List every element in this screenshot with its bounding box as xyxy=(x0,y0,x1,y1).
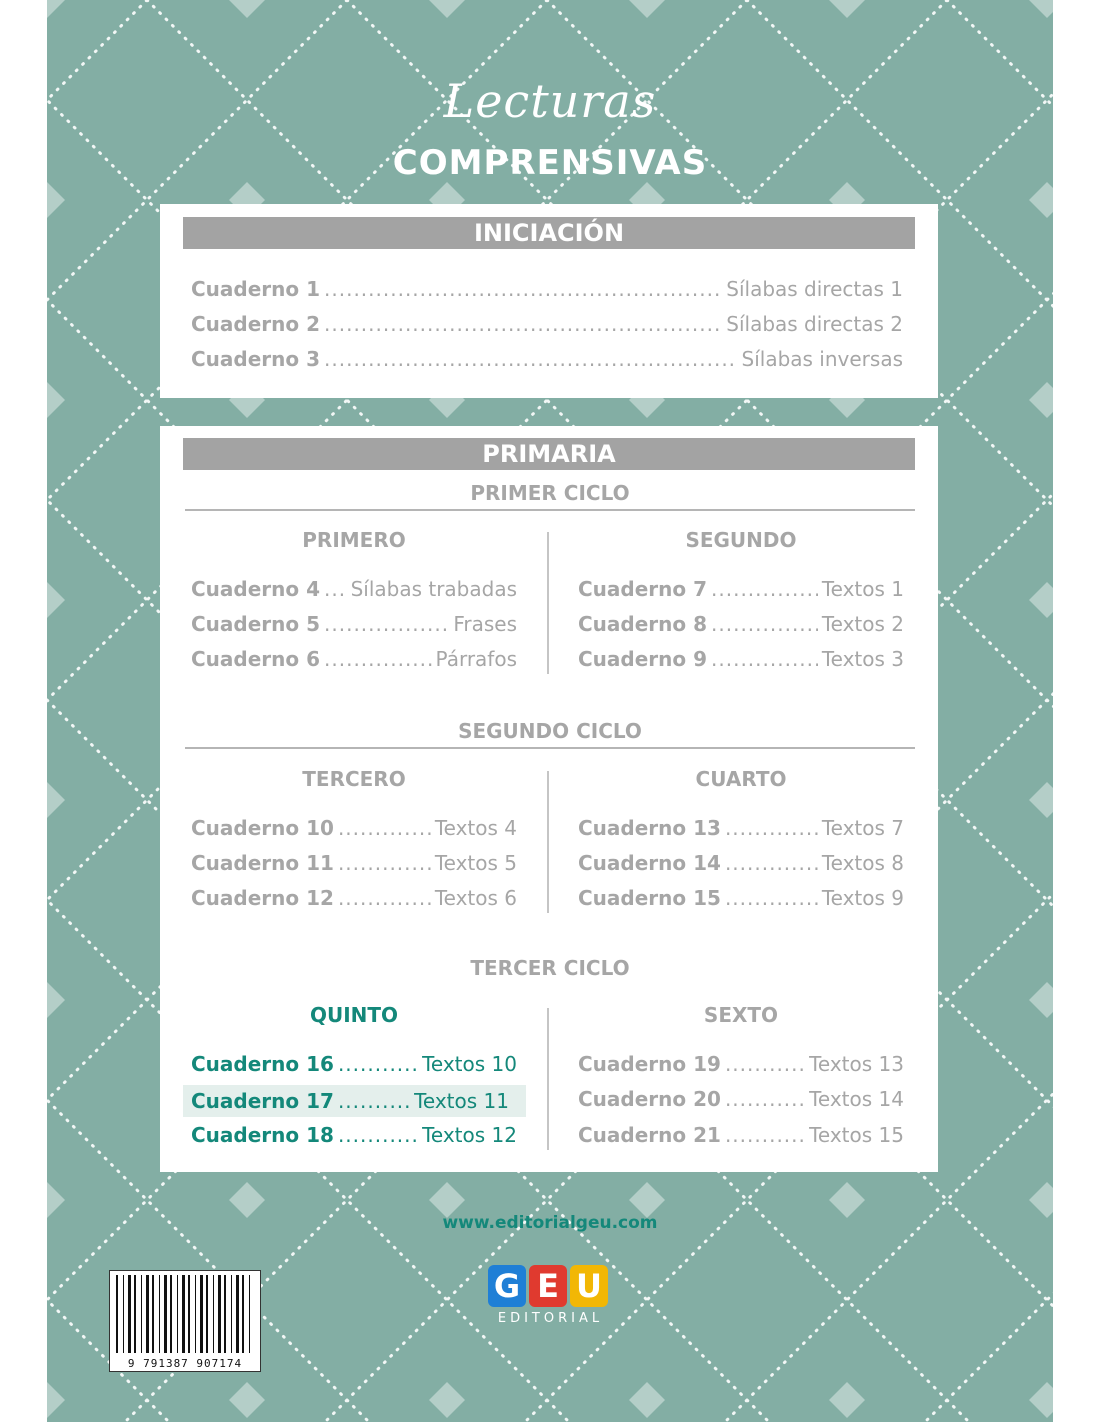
notebook-label: Cuaderno 14 xyxy=(578,851,721,875)
notebook-label: Cuaderno 12 xyxy=(191,886,334,910)
course-title: PRIMERO xyxy=(302,528,406,552)
notebook-label: Cuaderno 8 xyxy=(578,612,708,636)
notebook-row xyxy=(191,1121,517,1149)
iniciacion-heading: INICIACIÓN xyxy=(183,217,915,249)
notebook-content: Sílabas trabadas xyxy=(350,577,517,601)
back-cover xyxy=(47,0,1053,1422)
notebook-label: Cuaderno 6 xyxy=(191,647,321,671)
notebook-label: Cuaderno 20 xyxy=(578,1087,721,1111)
column-divider xyxy=(547,1008,549,1150)
notebook-content: Sílabas directas 1 xyxy=(726,277,903,301)
logo-letter: E xyxy=(529,1265,567,1307)
notebook-content: Textos 10 xyxy=(422,1052,517,1076)
isbn-number: 9 791387 907174 xyxy=(127,1357,243,1370)
notebook-label: Cuaderno 3 xyxy=(191,347,321,371)
notebook-content: Sílabas directas 2 xyxy=(726,312,903,336)
notebook-content: Textos 2 xyxy=(821,612,904,636)
cycle-divider xyxy=(185,509,915,511)
notebook-content: Textos 13 xyxy=(809,1052,904,1076)
notebook-label: Cuaderno 2 xyxy=(191,312,321,336)
logo-letter: U xyxy=(570,1265,608,1307)
notebook-row xyxy=(191,814,517,842)
notebook-content: Textos 14 xyxy=(809,1087,904,1111)
notebook-row xyxy=(578,645,904,673)
notebook-row xyxy=(191,645,517,673)
course-title: CUARTO xyxy=(695,767,787,791)
notebook-content: Frases xyxy=(453,612,517,636)
logo-subtitle: EDITORIAL xyxy=(497,1311,604,1326)
barcode xyxy=(109,1270,261,1372)
notebook-label: Cuaderno 15 xyxy=(578,886,721,910)
cycle-divider xyxy=(185,747,915,749)
series-title-script: Lecturas xyxy=(443,74,657,128)
geu-logo xyxy=(488,1265,613,1326)
notebook-row xyxy=(578,884,904,912)
notebook-label: Cuaderno 18 xyxy=(191,1123,334,1147)
notebook-content: Párrafos xyxy=(435,647,517,671)
notebook-label: Cuaderno 19 xyxy=(578,1052,721,1076)
logo-letter: G xyxy=(488,1265,526,1307)
cycle-title: TERCER CICLO xyxy=(470,956,630,980)
notebook-row xyxy=(578,1085,904,1113)
publisher-website[interactable]: www.editorialgeu.com xyxy=(442,1213,658,1233)
notebook-row xyxy=(578,575,904,603)
notebook-label: Cuaderno 11 xyxy=(191,851,334,875)
primaria-panel xyxy=(160,426,938,1172)
notebook-row xyxy=(191,610,517,638)
notebook-content: Textos 11 xyxy=(414,1089,509,1113)
barcode-bars xyxy=(114,1275,256,1355)
notebook-label: Cuaderno 16 xyxy=(191,1052,334,1076)
notebook-label: Cuaderno 1 xyxy=(191,277,321,301)
iniciacion-row xyxy=(191,275,903,303)
notebook-row xyxy=(578,814,904,842)
notebook-row xyxy=(578,1121,904,1149)
course-title: QUINTO xyxy=(309,1003,399,1027)
notebook-content: Textos 3 xyxy=(821,647,904,671)
notebook-content: Textos 4 xyxy=(434,816,517,840)
column-divider xyxy=(547,532,549,674)
course-title: TERCERO xyxy=(302,767,406,791)
notebook-row xyxy=(191,849,517,877)
notebook-content: Sílabas inversas xyxy=(741,347,903,371)
notebook-row xyxy=(191,1050,517,1078)
primaria-heading: PRIMARIA xyxy=(183,438,915,470)
notebook-label: Cuaderno 7 xyxy=(578,577,708,601)
notebook-label: Cuaderno 10 xyxy=(191,816,334,840)
notebook-content: Textos 5 xyxy=(434,851,517,875)
cycle-title: SEGUNDO CICLO xyxy=(458,719,642,743)
column-divider xyxy=(547,771,549,913)
notebook-row xyxy=(578,849,904,877)
notebook-row xyxy=(578,610,904,638)
notebook-content: Textos 6 xyxy=(434,886,517,910)
course-title: SEGUNDO xyxy=(685,528,797,552)
notebook-content: Textos 7 xyxy=(821,816,904,840)
notebook-label: Cuaderno 5 xyxy=(191,612,321,636)
notebook-row xyxy=(191,884,517,912)
notebook-label: Cuaderno 4 xyxy=(191,577,321,601)
cycle-title: PRIMER CICLO xyxy=(470,481,630,505)
notebook-content: Textos 15 xyxy=(809,1123,904,1147)
notebook-row xyxy=(191,575,517,603)
course-title: SEXTO xyxy=(703,1003,779,1027)
notebook-row xyxy=(578,1050,904,1078)
notebook-content: Textos 9 xyxy=(821,886,904,910)
iniciacion-row xyxy=(191,345,903,373)
notebook-content: Textos 12 xyxy=(422,1123,517,1147)
series-title-main: COMPRENSIVAS xyxy=(392,143,708,183)
notebook-label: Cuaderno 9 xyxy=(578,647,708,671)
notebook-label: Cuaderno 21 xyxy=(578,1123,721,1147)
iniciacion-panel xyxy=(160,204,938,398)
notebook-content: Textos 8 xyxy=(821,851,904,875)
iniciacion-row xyxy=(191,310,903,338)
notebook-label: Cuaderno 17 xyxy=(191,1089,334,1113)
notebook-label: Cuaderno 13 xyxy=(578,816,721,840)
notebook-content: Textos 1 xyxy=(821,577,904,601)
notebook-row-highlighted xyxy=(183,1085,526,1117)
